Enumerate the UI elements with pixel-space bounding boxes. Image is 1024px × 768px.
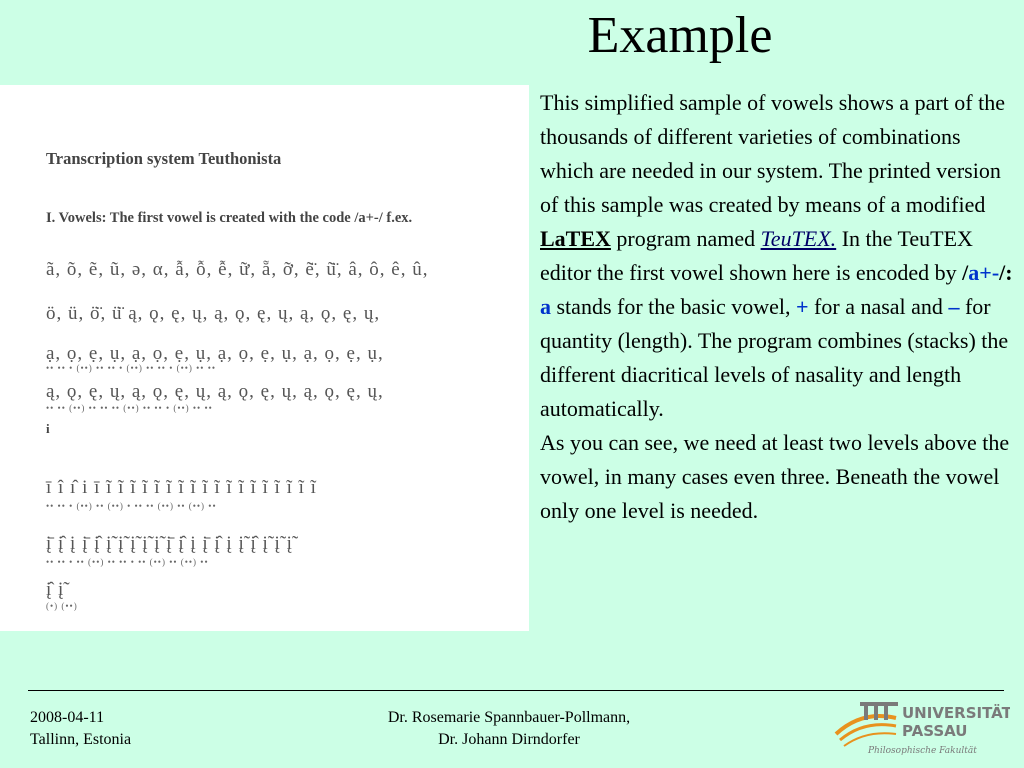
diacritic-dots-row-3: •• •• • (••) •• (••) • •• •• (••) •• (••) •• — [46, 501, 217, 511]
footer-left — [30, 707, 131, 751]
vowel-row-6: į̄ į̂ į į̄ į̂ į̃ į̃ į̃ į̃ į̃ į̄ į̂ į į̄ į̂ į į̃ į̂ į̃ į̃ į̃ — [46, 533, 293, 554]
vowel-row-4: ą, ǫ, ę, ų, ą, ǫ, ę, ų, ą, ǫ, ę, ų, ą, ǫ, ę, ų, — [46, 381, 384, 402]
paragraph-1 — [540, 86, 1016, 426]
code-close: /: — [999, 260, 1013, 285]
university-logo — [834, 696, 1010, 760]
vowel-row-5: ī î ı̂ i ī ĩ ĩ ĩ ĩ ĩ ĩ ĩ ĩ ĩ ĩ ĩ ĩ ĩ ĩ ĩ ĩ ĩ ĩ — [46, 477, 317, 498]
p1-text-f: for quantity (length). The program combines (stacks) the different diacritical levels of nasality and length automatically. — [540, 294, 1009, 421]
code-value: a+- — [968, 260, 1000, 285]
scan-heading: Transcription system Teuthonista — [46, 149, 282, 168]
scanned-sample-image — [0, 85, 529, 631]
logo-faculty: Philosophische Fakultät — [868, 746, 977, 756]
scan-row-mark: i — [46, 421, 50, 436]
logo-name-line-1: UNIVERSITÄT — [902, 704, 1010, 722]
logo-name-line-2: PASSAU — [902, 722, 968, 740]
diacritic-dots-row-5: (•) (••) — [46, 601, 78, 611]
code-plus: + — [796, 294, 809, 319]
slide-title: Example — [587, 7, 773, 64]
explanation-text — [540, 86, 1016, 528]
p1-text-a: This simplified sample of vowels shows a part of the thousands of different varieties of combinations which are needed in our system. The printed version of this sample was created by means of a modified — [540, 90, 1005, 217]
p1-text-b: program named — [610, 226, 761, 251]
code-a: a — [540, 294, 551, 319]
code-dash: – — [948, 294, 960, 319]
footer-author-2: Dr. Johann Dirndorfer — [438, 731, 580, 748]
footer-place: Tallinn, Estonia — [30, 731, 132, 748]
latex-link[interactable]: LaTEX — [540, 226, 611, 251]
footer-divider — [28, 690, 1004, 691]
diacritic-dots-row-1: •• •• • (••) •• •• • (••) •• •• • (••) •• •• — [46, 363, 217, 373]
vowel-row-2: ö, ü, ö̈, ü̈ ą, ǫ, ę, ų, ą, ǫ, ę, ų, ą, ǫ, ę, ų, — [46, 303, 381, 324]
diacritic-dots-row-4: •• •• • •• (••) •• •• • •• (••) •• (••) •• — [46, 557, 209, 567]
passau-logo-graphic — [834, 696, 1010, 760]
footer-date: 2008-04-11 — [30, 709, 105, 726]
p1-text-e: for a nasal and — [808, 294, 949, 319]
code-open: / — [962, 260, 969, 285]
footer-author-1: Dr. Rosemarie Spannbauer-Pollmann, — [387, 709, 631, 726]
vowel-row-1: ã, õ, ẽ, ũ, ə, α, ẫ, ỗ, ễ, ữ, ẵ, ỡ, ẽ̈, ũ̈, â, ô, ê, û, — [46, 259, 429, 280]
paragraph-2: As you can see, we need at least two levels above the vowel, in many cases even three. Beneath the vowel only one level is needed. — [540, 430, 1010, 523]
teutex-link[interactable]: TeuTEX. — [760, 226, 837, 251]
vowel-row-7: į̂ į̃ — [46, 579, 65, 600]
footer-authors — [344, 707, 674, 751]
diacritic-dots-row-2: •• •• (••) •• •• •• (••) •• •• • (••) •• •• — [46, 403, 213, 413]
scan-subheading: I. Vowels: The first vowel is created with the code /a+-/ f.ex. — [46, 210, 413, 226]
p1-text-c: In the TeuTEX editor the first vowel shown here is encoded by — [540, 226, 973, 285]
p1-text-d: stands for the basic vowel, — [551, 294, 796, 319]
vowel-row-3: ạ, ọ, ẹ, ụ, ạ, ọ, ẹ, ụ, ạ, ọ, ẹ, ụ, ạ, ọ, ẹ, ụ, — [46, 343, 384, 364]
